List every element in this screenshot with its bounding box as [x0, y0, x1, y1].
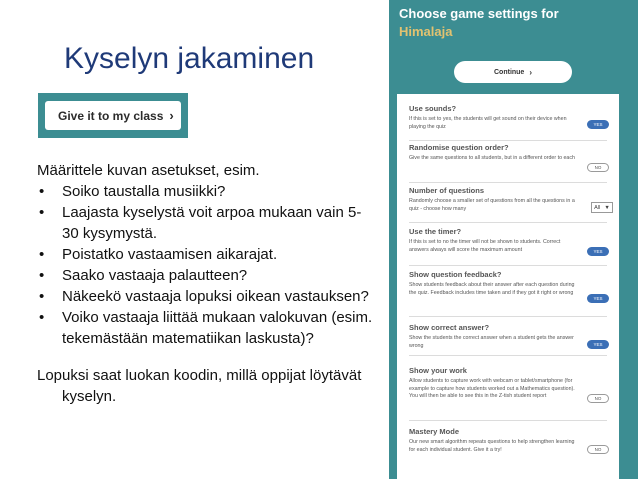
- bullet-item: • Saako vastaaja palautteen?: [39, 267, 248, 284]
- setting-mastery-mode: [409, 427, 615, 454]
- settings-card: [397, 94, 619, 479]
- settings-header-title: Choose game settings for: [399, 6, 559, 21]
- game-settings-screenshot: [389, 0, 638, 479]
- number-of-questions-select[interactable]: [591, 202, 613, 213]
- setting-description: Show students feedback about their answer after each question during the quiz. Feedback includes time taken and if they got it right or wrong: [409, 282, 575, 296]
- setting-use-timer: [409, 227, 615, 254]
- slide-title: Kyselyn jakaminen: [64, 42, 315, 75]
- mastery-mode-toggle[interactable]: NO: [587, 445, 609, 454]
- setting-description: Our new smart algorithm repeats questions to help strengthen learning for each individual student. Give it a try!: [409, 439, 575, 453]
- setting-question-feedback: [409, 270, 615, 301]
- randomise-toggle[interactable]: NO: [587, 163, 609, 172]
- divider: [409, 420, 607, 421]
- chevron-right-icon: ›: [169, 108, 174, 123]
- bullet-icon: •: [39, 183, 45, 200]
- outro-text: Lopuksi saat luokan koodin, millä oppijat löytävät kyselyn.: [37, 367, 362, 405]
- bullet-item: • Voiko vastaaja liittää mukaan valokuvan (esim. tekemästään matematiikan laskusta)?: [39, 309, 373, 347]
- setting-randomise-order: [409, 143, 615, 170]
- setting-title: Show question feedback?: [409, 270, 502, 279]
- bullet-item: • Laajasta kyselystä voit arpoa mukaan vain 5-30 kysymystä.: [39, 204, 362, 242]
- select-value: All: [594, 204, 601, 211]
- chevron-down-icon: ▼: [604, 204, 610, 211]
- continue-button[interactable]: [454, 61, 572, 83]
- give-it-to-my-class-button[interactable]: [45, 101, 181, 130]
- setting-description: If this is set to no the timer will not be shown to students. Correct answers always will score the maximum amount: [409, 239, 561, 253]
- divider: [409, 316, 607, 317]
- bullet-icon: •: [39, 288, 45, 305]
- settings-header: [399, 5, 559, 41]
- setting-use-sounds: [409, 104, 615, 131]
- bullet-item: • Näkeekö vastaaja lopuksi oikean vastauksen?: [39, 288, 369, 305]
- divider: [409, 222, 607, 223]
- divider: [409, 265, 607, 266]
- setting-title: Randomise question order?: [409, 143, 509, 152]
- divider: [409, 182, 607, 183]
- setting-title: Use sounds?: [409, 104, 457, 113]
- setting-description: Randomly choose a smaller set of questions from all the questions in a quiz - choose how many: [409, 198, 575, 212]
- setting-title: Number of questions: [409, 186, 485, 195]
- feedback-toggle[interactable]: YES: [587, 294, 609, 303]
- setting-description: If this is set to yes, the students will get sound on their device when playing the quiz: [409, 116, 567, 130]
- game-name: Himalaja: [399, 24, 453, 39]
- bullet-item: • Soiko taustalla musiikki?: [39, 183, 226, 200]
- sounds-toggle[interactable]: YES: [587, 120, 609, 129]
- setting-title: Show your work: [409, 366, 467, 375]
- setting-show-your-work: [409, 366, 615, 401]
- give-it-label: Give it to my class: [58, 108, 164, 123]
- bullet-icon: •: [39, 204, 45, 221]
- setting-title: Show correct answer?: [409, 323, 490, 332]
- timer-toggle[interactable]: YES: [587, 247, 609, 256]
- bullet-icon: •: [39, 309, 45, 326]
- chevron-right-icon: ›: [529, 67, 532, 77]
- setting-description: Show the students the correct answer when a student gets the answer wrong: [409, 335, 574, 349]
- setting-number-of-questions: [409, 186, 615, 213]
- bullet-icon: •: [39, 246, 45, 263]
- bullet-item: • Poistatko vastaamisen aikarajat.: [39, 246, 278, 263]
- divider: [409, 355, 607, 356]
- divider: [409, 140, 607, 141]
- setting-description: Give the same questions to all students, but in a different order to each: [409, 155, 575, 161]
- setting-title: Mastery Mode: [409, 427, 460, 436]
- setting-title: Use the timer?: [409, 227, 462, 236]
- setting-description: Allow students to capture work with webcam or tablet/smartphone (for example to capture how students worked out a Mathematics question). You will then be able to see this in the Z-tish student report: [409, 378, 575, 399]
- continue-label: Continue: [494, 68, 525, 76]
- bullet-icon: •: [39, 267, 45, 284]
- settings-bullet-list: [37, 181, 377, 349]
- show-work-toggle[interactable]: NO: [587, 394, 609, 403]
- intro-text: Määrittele kuvan asetukset, esim.: [37, 162, 260, 179]
- correct-answer-toggle[interactable]: YES: [587, 340, 609, 349]
- slide-body: [37, 160, 377, 407]
- setting-show-correct-answer: [409, 323, 615, 350]
